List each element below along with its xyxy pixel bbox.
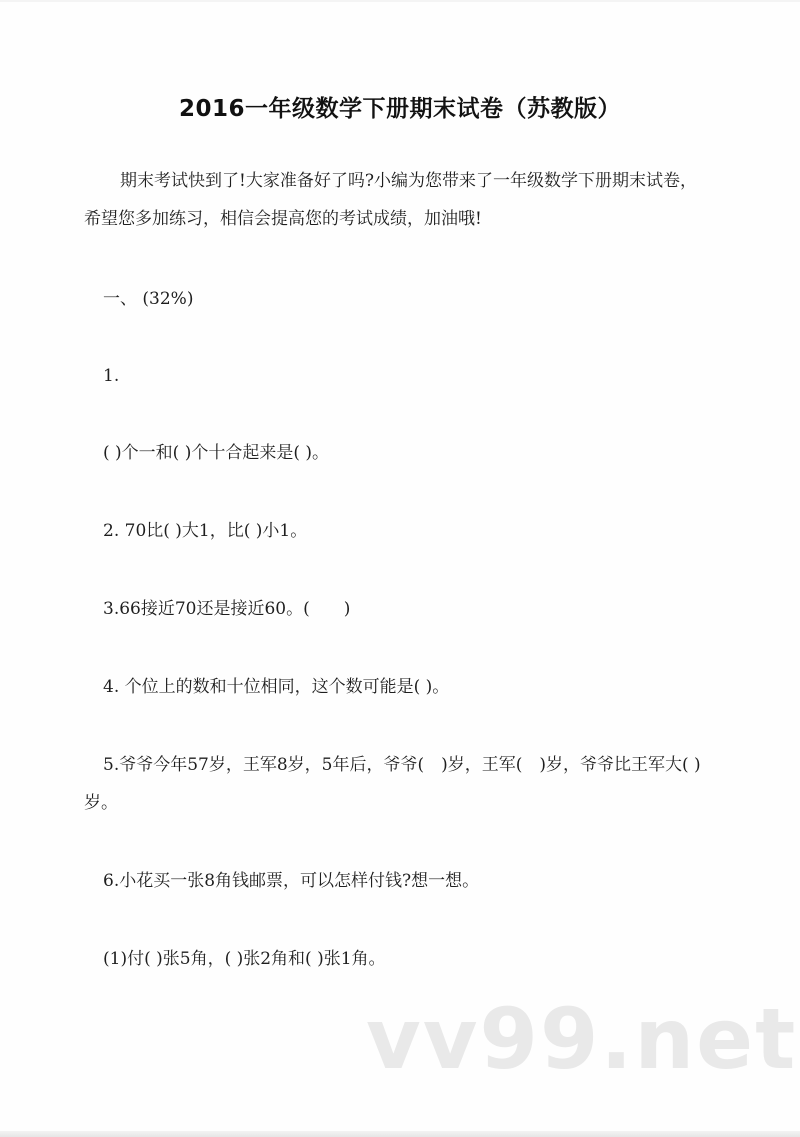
question-1-number: 1. (103, 366, 120, 386)
question-6-part-1: (1)付( )张5角，( )张2角和( )张1角。 (103, 949, 386, 969)
question-1-text: ( )个一和( )个十合起来是( )。 (103, 443, 330, 463)
section-heading: 一、 (32%) (103, 289, 194, 309)
question-4: 4. 个位上的数和十位相同，这个数可能是( )。 (103, 677, 450, 697)
question-5: 5.爷爷今年57岁，王军8岁，5年后，爷爷( )岁，王军( )岁，爷爷比王军大( )岁。 (84, 755, 701, 813)
page-top-edge (0, 0, 800, 2)
document-title: 2016一年级数学下册期末试卷（苏教版） (178, 96, 621, 122)
intro-paragraph: 期末考试快到了!大家准备好了吗?小编为您带来了一年级数学下册期末试卷，希望您多加练习，相信会提高您的考试成绩，加油哦! (84, 171, 697, 229)
page-bottom-edge (0, 1131, 800, 1137)
question-6: 6.小花买一张8角钱邮票，可以怎样付钱?想一想。 (103, 871, 480, 891)
question-2: 2. 70比( )大1，比( )小1。 (103, 521, 308, 541)
watermark: vv99.net (366, 990, 798, 1088)
question-3: 3.66接近70还是接近60。( ) (103, 599, 351, 619)
